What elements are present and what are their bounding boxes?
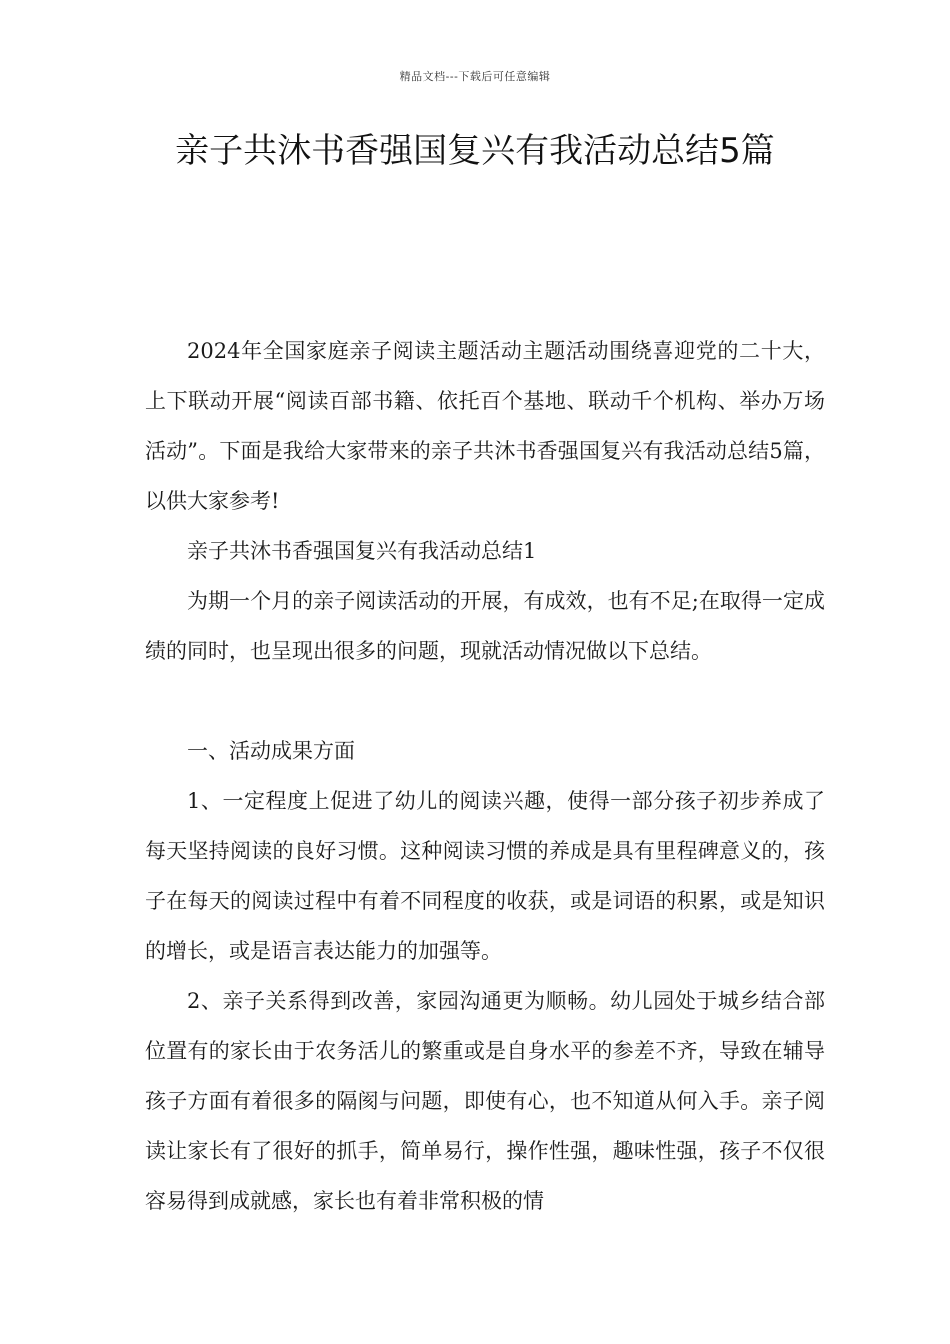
section-intro-paragraph: 为期一个月的亲子阅读活动的开展，有成效，也有不足;在取得一定成绩的同时，也呈现出很多的问题，现就活动情况做以下总结。 — [145, 589, 825, 663]
point-paragraph-1: 1、一定程度上促进了幼儿的阅读兴趣，使得一部分孩子初步养成了每天坚持阅读的良好习惯。这种阅读习惯的养成是具有里程碑意义的，孩子在每天的阅读过程中有着不同程度的收获，或是词语的积累，或是知识的增长，或是语言表达能力的加强等。 — [145, 789, 825, 963]
document-body — [145, 326, 825, 1226]
paragraph-spacer — [145, 676, 825, 726]
header-note: 精品文档---下载后可任意编辑 — [399, 70, 551, 83]
section-heading: 亲子共沐书香强国复兴有我活动总结1 — [187, 539, 537, 563]
intro-paragraph: 2024年全国家庭亲子阅读主题活动主题活动围绕喜迎党的二十大，上下联动开展“阅读百部书籍、依托百个基地、联动千个机构、举办万场活动”。下面是我给大家带来的亲子共沐书香强国复兴有我活动总结5篇，以供大家参考! — [145, 339, 825, 513]
document-title: 亲子共沐书香强国复兴有我活动总结5篇 — [175, 131, 775, 171]
part-heading: 一、活动成果方面 — [187, 739, 355, 763]
point-paragraph-2: 2、亲子关系得到改善，家园沟通更为顺畅。幼儿园处于城乡结合部位置有的家长由于农务活儿的繁重或是自身水平的参差不齐，导致在辅导孩子方面有着很多的隔阂与问题，即使有心，也不知道从何入手。亲子阅读让家长有了很好的抓手，简单易行，操作性强，趣味性强，孩子不仅很容易得到成就感，家长也有着非常积极的情 — [145, 989, 825, 1213]
